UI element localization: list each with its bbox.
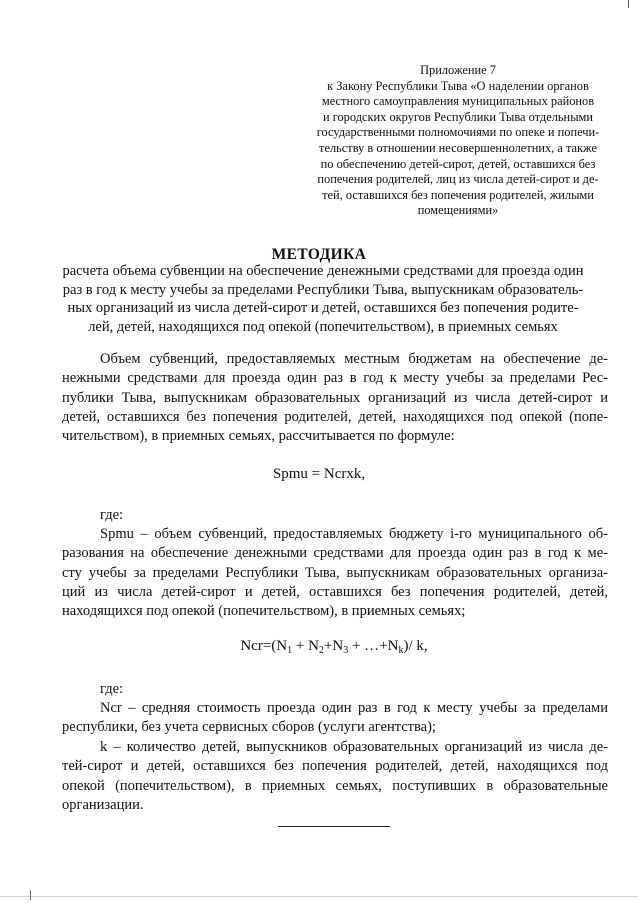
formula-subscript: 2 xyxy=(318,645,324,656)
formula-spmu: Spmu = Ncrxk, xyxy=(272,466,366,482)
ncr-definition xyxy=(62,699,608,738)
appendix-line: к Закону Республики Тыва «О наделении органов xyxy=(327,78,589,93)
subtitle-line: лей, детей, находящихся под опекой (попечительством), в приемных семьях xyxy=(88,318,558,335)
appendix-line: местного самоуправления муниципальных районов xyxy=(321,94,595,109)
paragraph-line: публики Тыва, выпускникам образовательных организаций из числа детей-сирот и xyxy=(62,389,608,406)
paragraph-line: опекой (попечительством), в приемных семьях, поступивших в образовательные xyxy=(62,777,608,794)
intro-paragraph xyxy=(62,350,608,446)
appendix-line: государственными полномочиями по опеке и попечи- xyxy=(316,125,600,140)
subtitle-line: раз в год к месту учебы за пределами Республики Тыва, выпускникам образователь- xyxy=(62,281,584,298)
paragraph-line: k – количество детей, выпускников образовательных организаций из числа де- xyxy=(100,739,608,755)
appendix-line: попечения родителей, лиц из числа детей-сирот и де- xyxy=(317,172,599,187)
subtitle-line: расчета объема субвенции на обеспечение денежными средствами для проезда один xyxy=(62,263,584,279)
paragraph-line: чительством), в приемных семьях, рассчитывается по формуле: xyxy=(62,428,455,445)
scan-edge-tick xyxy=(30,890,31,900)
paragraph-line: разования на обеспечение денежными средствами для проезда один раз в год к ме- xyxy=(62,545,608,562)
spmu-definition xyxy=(62,525,608,621)
paragraph-line: Объем субвенций, предоставляемых местным бюджетам на обеспечение де- xyxy=(100,351,608,367)
formula-subscript: 1 xyxy=(287,645,293,656)
appendix-line: и городских округов Республики Тыва отдельными xyxy=(322,109,593,124)
scan-bottom-edge xyxy=(0,896,638,897)
scan-edge-mark xyxy=(628,0,629,8)
k-definition xyxy=(62,738,608,815)
formula-ncr xyxy=(0,638,638,655)
paragraph-line: ций из числа детей-сирот и детей, оставшихся без попечения родителей, детей, xyxy=(62,583,608,600)
formula-part: + N xyxy=(292,638,319,654)
paragraph-line: Ncr – средняя стоимость проезда один раз в год к месту учебы за пределами xyxy=(100,700,608,716)
paragraph-line: республики, без учета сервисных сборов (услуги агентства); xyxy=(62,719,436,736)
appendix-header xyxy=(300,63,616,219)
where-label: где: xyxy=(100,681,124,697)
appendix-line: помещениями» xyxy=(417,203,499,218)
paragraph-line: организации. xyxy=(62,796,144,813)
appendix-line: Приложение 7 xyxy=(420,63,496,77)
document-subtitle xyxy=(40,262,606,336)
paragraph-line: находящихся под опекой (попечительством), в приемных семьях; xyxy=(62,603,466,620)
formula-part: + …+N xyxy=(348,638,399,654)
paragraph-line: тей-сирот и детей, оставшихся без попечения родителей, детей, находящихся под xyxy=(62,758,608,775)
document-title: МЕТОДИКА xyxy=(271,246,367,263)
formula-part: )/ k, xyxy=(403,638,428,654)
paragraph-line: Spmu – объем субвенций, предоставляемых бюджету i-го муниципального об- xyxy=(100,526,608,542)
where-label: где: xyxy=(100,507,124,523)
formula-part: Ncr=(N xyxy=(240,638,288,654)
appendix-line: по обеспечению детей-сирот, детей, оставшихся без xyxy=(320,156,596,171)
paragraph-line: сту учебы за пределами Республики Тыва, выпускникам образовательных организа- xyxy=(62,564,608,581)
end-separator-line xyxy=(278,826,390,827)
formula-subscript: 3 xyxy=(343,645,349,656)
subtitle-line: ных организаций из числа детей-сирот и детей, оставшихся без попечения родите- xyxy=(67,300,579,316)
formula-subscript: k xyxy=(398,645,404,656)
formula-part: +N xyxy=(323,638,344,654)
paragraph-line: детей, оставшихся без попечения родителей, детей, находящихся под опекой (попе- xyxy=(62,408,608,425)
appendix-line: тей, оставшихся без попечения родителей, жилыми xyxy=(322,187,594,202)
appendix-line: тельству в отношении несовершеннолетних, а также xyxy=(319,140,597,155)
paragraph-line: нежными средствами для проезда один раз в год к месту учебы за пределами Рес- xyxy=(62,370,608,387)
